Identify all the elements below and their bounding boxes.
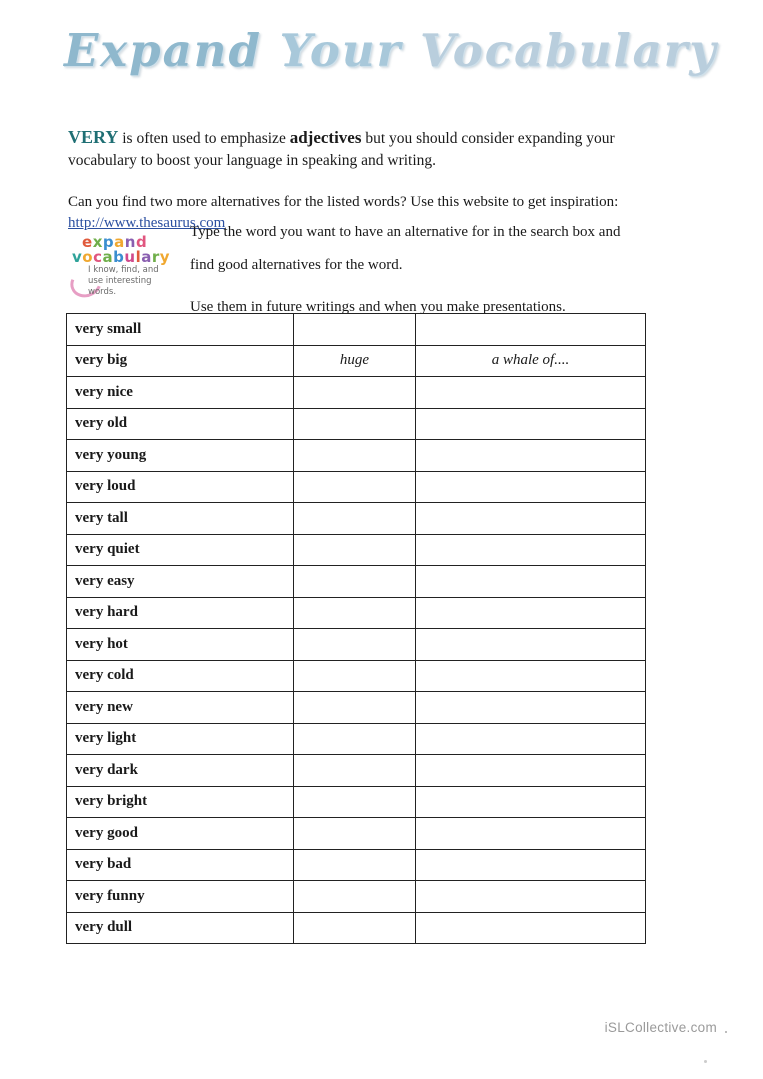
instructions-line-3 — [190, 255, 690, 318]
cell-alternative-1[interactable] — [293, 503, 415, 535]
table-row — [67, 503, 646, 535]
table-row — [67, 534, 646, 566]
cell-alternative-1[interactable] — [293, 786, 415, 818]
instructions-line-2: Type the word you want to have an alternative for in the search box and — [190, 224, 621, 240]
cell-alternative-2[interactable] — [415, 471, 645, 503]
instructions-line-4-text: Use them in future writings and when you make presentations. — [190, 299, 566, 315]
cell-alternative-1[interactable] — [293, 314, 415, 346]
cell-alternative-1[interactable] — [293, 755, 415, 787]
cell-word: very young — [67, 440, 294, 472]
cell-word: very hard — [67, 597, 294, 629]
cell-word: very new — [67, 692, 294, 724]
intro-paragraph — [68, 126, 668, 172]
clipart-caption — [88, 265, 188, 298]
clipart-caption-line-1: I know, find, and — [88, 265, 159, 275]
cell-word: very loud — [67, 471, 294, 503]
cell-alternative-1[interactable] — [293, 566, 415, 598]
cell-alternative-1[interactable] — [293, 377, 415, 409]
cell-alternative-1[interactable] — [293, 408, 415, 440]
table-row — [67, 881, 646, 913]
cell-word: very bad — [67, 849, 294, 881]
cell-alternative-1[interactable] — [293, 597, 415, 629]
cell-alternative-2[interactable] — [415, 755, 645, 787]
table-row — [67, 660, 646, 692]
cell-word: very small — [67, 314, 294, 346]
intro-very-emphasis: VERY — [68, 127, 119, 147]
clipart-word-expand: expand — [82, 233, 148, 251]
cell-alternative-1[interactable] — [293, 912, 415, 944]
clipart-word-vocabulary: vocabulary — [72, 248, 171, 266]
cell-word: very easy — [67, 566, 294, 598]
cell-alternative-2[interactable] — [415, 534, 645, 566]
cell-word: very nice — [67, 377, 294, 409]
intro-text-before: is often used to emphasize — [118, 130, 290, 147]
table-row — [67, 818, 646, 850]
vocabulary-table — [66, 313, 646, 944]
cell-alternative-1[interactable]: huge — [293, 345, 415, 377]
intro-adjectives-emphasis: adjectives — [289, 128, 362, 147]
title-word-your: Your — [279, 24, 403, 77]
table-row — [67, 723, 646, 755]
cell-word: very bright — [67, 786, 294, 818]
cell-alternative-2[interactable] — [415, 786, 645, 818]
table-row — [67, 345, 646, 377]
thesaurus-link[interactable]: http://www.thesaurus.com — [68, 215, 226, 231]
clipart-caption-line-3: words. — [88, 287, 117, 297]
expand-vocabulary-clipart — [68, 233, 188, 303]
cell-word: very dark — [67, 755, 294, 787]
cell-alternative-2[interactable] — [415, 377, 645, 409]
table-row — [67, 377, 646, 409]
cell-alternative-2[interactable] — [415, 629, 645, 661]
cell-word: very cold — [67, 660, 294, 692]
footer-watermark: iSLCollective.com — [604, 1020, 717, 1035]
cell-alternative-1[interactable] — [293, 534, 415, 566]
cell-alternative-2[interactable] — [415, 660, 645, 692]
page-title — [64, 24, 718, 96]
intro-text-after: but you should consider expanding your vocabulary to boost your language in speaking and writing. — [68, 130, 615, 169]
cell-word: very quiet — [67, 534, 294, 566]
cell-alternative-1[interactable] — [293, 818, 415, 850]
footer-dot-secondary-icon — [704, 1060, 707, 1063]
cell-alternative-2[interactable]: a whale of.... — [415, 345, 645, 377]
cell-alternative-1[interactable] — [293, 629, 415, 661]
table-row — [67, 566, 646, 598]
table-row — [67, 597, 646, 629]
cell-alternative-2[interactable] — [415, 881, 645, 913]
cell-word: very funny — [67, 881, 294, 913]
table-row — [67, 912, 646, 944]
cell-word: very dull — [67, 912, 294, 944]
cell-alternative-1[interactable] — [293, 471, 415, 503]
title-word-expand: Expand — [64, 24, 262, 77]
cell-alternative-1[interactable] — [293, 849, 415, 881]
title-word-vocabulary: Vocabulary — [419, 24, 718, 77]
cell-alternative-2[interactable] — [415, 849, 645, 881]
table-row — [67, 849, 646, 881]
cell-alternative-2[interactable] — [415, 818, 645, 850]
table-row — [67, 786, 646, 818]
cell-word: very big — [67, 345, 294, 377]
table-row — [67, 692, 646, 724]
cell-alternative-2[interactable] — [415, 440, 645, 472]
cell-word: very light — [67, 723, 294, 755]
table-row — [67, 408, 646, 440]
clipart-caption-line-2: use interesting — [88, 276, 152, 286]
cell-alternative-2[interactable] — [415, 503, 645, 535]
cell-alternative-2[interactable] — [415, 566, 645, 598]
cell-word: very good — [67, 818, 294, 850]
cell-word: very old — [67, 408, 294, 440]
cell-alternative-2[interactable] — [415, 597, 645, 629]
cell-alternative-2[interactable] — [415, 408, 645, 440]
table-row — [67, 440, 646, 472]
instructions-line-3-text: find good alternatives for the word. — [190, 257, 403, 273]
table-row — [67, 755, 646, 787]
cell-word: very tall — [67, 503, 294, 535]
cell-alternative-1[interactable] — [293, 723, 415, 755]
vocabulary-table-body — [67, 314, 646, 944]
cell-alternative-1[interactable] — [293, 660, 415, 692]
footer-dot-icon — [725, 1031, 727, 1033]
instructions-line-1: Can you find two more alternatives for the listed words? Use this website to get inspiration: — [68, 194, 619, 210]
cell-alternative-1[interactable] — [293, 881, 415, 913]
table-row — [67, 471, 646, 503]
cell-alternative-2[interactable] — [415, 723, 645, 755]
table-row — [67, 314, 646, 346]
cell-alternative-2[interactable] — [415, 692, 645, 724]
cell-alternative-2[interactable] — [415, 912, 645, 944]
table-row — [67, 629, 646, 661]
cell-word: very hot — [67, 629, 294, 661]
cell-alternative-2[interactable] — [415, 314, 645, 346]
cell-alternative-1[interactable] — [293, 440, 415, 472]
cell-alternative-1[interactable] — [293, 692, 415, 724]
